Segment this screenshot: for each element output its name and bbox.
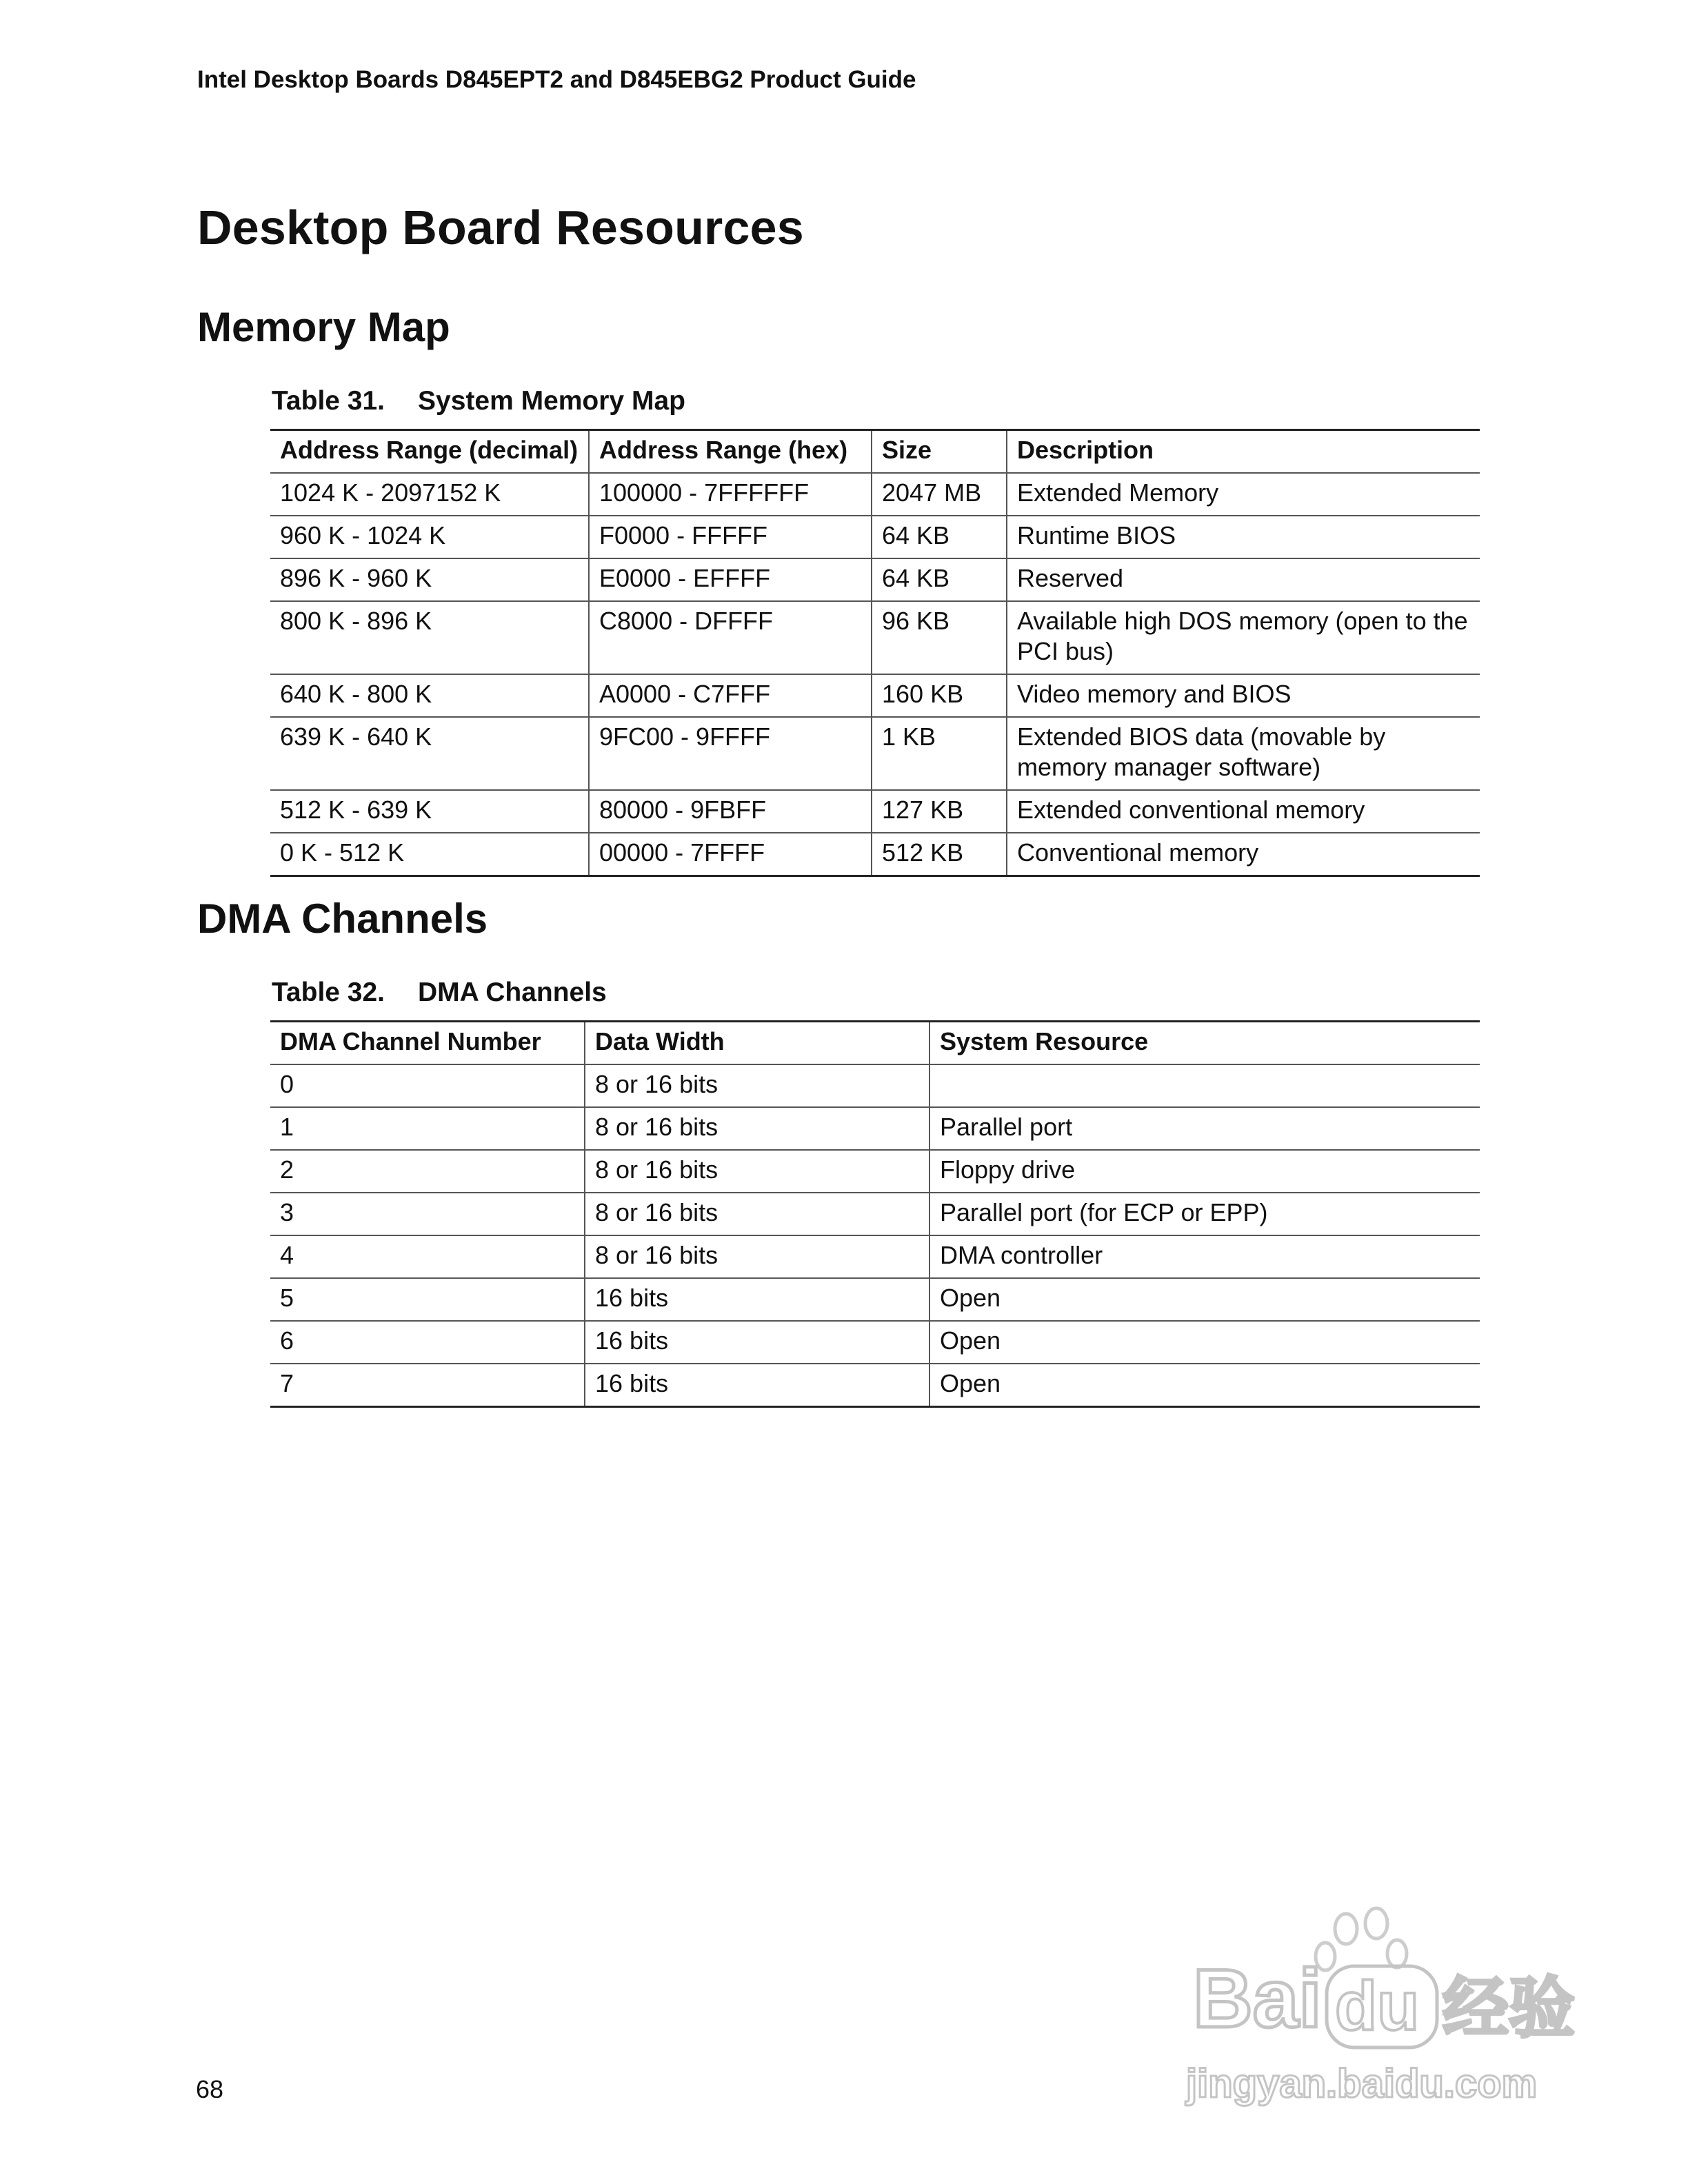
table-cell: 4 xyxy=(270,1235,585,1278)
table-32-title: DMA Channels xyxy=(418,978,607,1007)
table-row xyxy=(270,833,1480,876)
table-row xyxy=(270,717,1480,790)
table-cell: Parallel port xyxy=(930,1107,1480,1150)
table-cell: A0000 - C7FFF xyxy=(589,674,872,717)
table-cell: Extended BIOS data (movable by memory manager software) xyxy=(1007,717,1480,790)
table-cell: 7 xyxy=(270,1364,585,1407)
memory-map-heading: Memory Map xyxy=(197,304,450,350)
table-cell: 640 K - 800 K xyxy=(270,674,589,717)
table-cell: 00000 - 7FFFF xyxy=(589,833,872,876)
table-cell: C8000 - DFFFF xyxy=(589,601,872,674)
table-cell: 127 KB xyxy=(872,790,1007,833)
watermark-url-text: jingyan.baidu.com xyxy=(1186,2061,1538,2106)
table-cell: 8 or 16 bits xyxy=(585,1064,930,1107)
table-cell: Open xyxy=(930,1364,1480,1407)
table-cell: 64 KB xyxy=(872,558,1007,601)
baidu-watermark xyxy=(1172,1903,1586,2110)
table-cell: 512 K - 639 K xyxy=(270,790,589,833)
table-cell: 8 or 16 bits xyxy=(585,1193,930,1235)
table-cell xyxy=(930,1064,1480,1107)
memory-map-table xyxy=(270,429,1480,877)
table-cell: Available high DOS memory (open to the PCI bus) xyxy=(1007,601,1480,674)
table-cell: DMA controller xyxy=(930,1235,1480,1278)
column-header: Description xyxy=(1007,430,1480,474)
table-cell: 1024 K - 2097152 K xyxy=(270,473,589,516)
running-header: Intel Desktop Boards D845EPT2 and D845EBG2 Product Guide xyxy=(197,66,916,93)
page-title: Desktop Board Resources xyxy=(197,201,804,254)
table-cell: 1 xyxy=(270,1107,585,1150)
table-row xyxy=(270,516,1480,558)
table-cell: 100000 - 7FFFFFF xyxy=(589,473,872,516)
dma-channels-table xyxy=(270,1020,1480,1408)
column-header: Data Width xyxy=(585,1022,930,1065)
table-cell: 16 bits xyxy=(585,1278,930,1321)
table-31-number: Table 31. xyxy=(272,386,385,416)
table-32-number: Table 32. xyxy=(272,978,385,1007)
table-row xyxy=(270,558,1480,601)
table-cell: 8 or 16 bits xyxy=(585,1150,930,1193)
table-row xyxy=(270,790,1480,833)
table-row xyxy=(270,1064,1480,1107)
table-row xyxy=(270,1193,1480,1235)
table-32-caption xyxy=(272,978,607,1008)
table-row xyxy=(270,601,1480,674)
table-31-caption xyxy=(272,386,685,416)
column-header: Address Range (decimal) xyxy=(270,430,589,474)
table-cell: 16 bits xyxy=(585,1364,930,1407)
table-cell: 639 K - 640 K xyxy=(270,717,589,790)
table-cell: 16 bits xyxy=(585,1321,930,1364)
table-row xyxy=(270,1278,1480,1321)
table-cell: 9FC00 - 9FFFF xyxy=(589,717,872,790)
svg-text:du: du xyxy=(1335,1968,1420,2045)
table-cell: 5 xyxy=(270,1278,585,1321)
dma-channels-heading: DMA Channels xyxy=(197,896,488,942)
table-row xyxy=(270,674,1480,717)
table-header-row xyxy=(270,1022,1480,1065)
table-cell: Open xyxy=(930,1321,1480,1364)
table-cell: 96 KB xyxy=(872,601,1007,674)
table-cell: 64 KB xyxy=(872,516,1007,558)
svg-text:经验: 经验 xyxy=(1443,1970,1575,2047)
column-header: Size xyxy=(872,430,1007,474)
table-cell: 80000 - 9FBFF xyxy=(589,790,872,833)
table-cell: E0000 - EFFFF xyxy=(589,558,872,601)
table-row xyxy=(270,1107,1480,1150)
table-cell: Runtime BIOS xyxy=(1007,516,1480,558)
table-cell: 160 KB xyxy=(872,674,1007,717)
table-cell: Reserved xyxy=(1007,558,1480,601)
column-header: System Resource xyxy=(930,1022,1480,1065)
table-cell: Open xyxy=(930,1278,1480,1321)
page-number: 68 xyxy=(196,2075,224,2103)
table-cell: Extended conventional memory xyxy=(1007,790,1480,833)
table-cell: Floppy drive xyxy=(930,1150,1480,1193)
table-row xyxy=(270,473,1480,516)
table-cell: 3 xyxy=(270,1193,585,1235)
table-cell: Parallel port (for ECP or EPP) xyxy=(930,1193,1480,1235)
table-cell: 512 KB xyxy=(872,833,1007,876)
table-cell: 8 or 16 bits xyxy=(585,1107,930,1150)
column-header: Address Range (hex) xyxy=(589,430,872,474)
table-cell: Extended Memory xyxy=(1007,473,1480,516)
table-row xyxy=(270,1235,1480,1278)
table-cell: 8 or 16 bits xyxy=(585,1235,930,1278)
table-row xyxy=(270,1321,1480,1364)
watermark-logo-text: Bai xyxy=(1193,1952,1322,2045)
table-cell: 1 KB xyxy=(872,717,1007,790)
table-cell: 0 xyxy=(270,1064,585,1107)
table-cell: 0 K - 512 K xyxy=(270,833,589,876)
table-header-row xyxy=(270,430,1480,474)
table-cell: 2047 MB xyxy=(872,473,1007,516)
table-cell: 896 K - 960 K xyxy=(270,558,589,601)
table-cell: Conventional memory xyxy=(1007,833,1480,876)
table-cell: Video memory and BIOS xyxy=(1007,674,1480,717)
table-cell: 800 K - 896 K xyxy=(270,601,589,674)
table-cell: 960 K - 1024 K xyxy=(270,516,589,558)
table-cell: 6 xyxy=(270,1321,585,1364)
table-row xyxy=(270,1150,1480,1193)
table-cell: F0000 - FFFFF xyxy=(589,516,872,558)
table-cell: 2 xyxy=(270,1150,585,1193)
table-row xyxy=(270,1364,1480,1407)
column-header: DMA Channel Number xyxy=(270,1022,585,1065)
table-31-title: System Memory Map xyxy=(418,386,685,416)
